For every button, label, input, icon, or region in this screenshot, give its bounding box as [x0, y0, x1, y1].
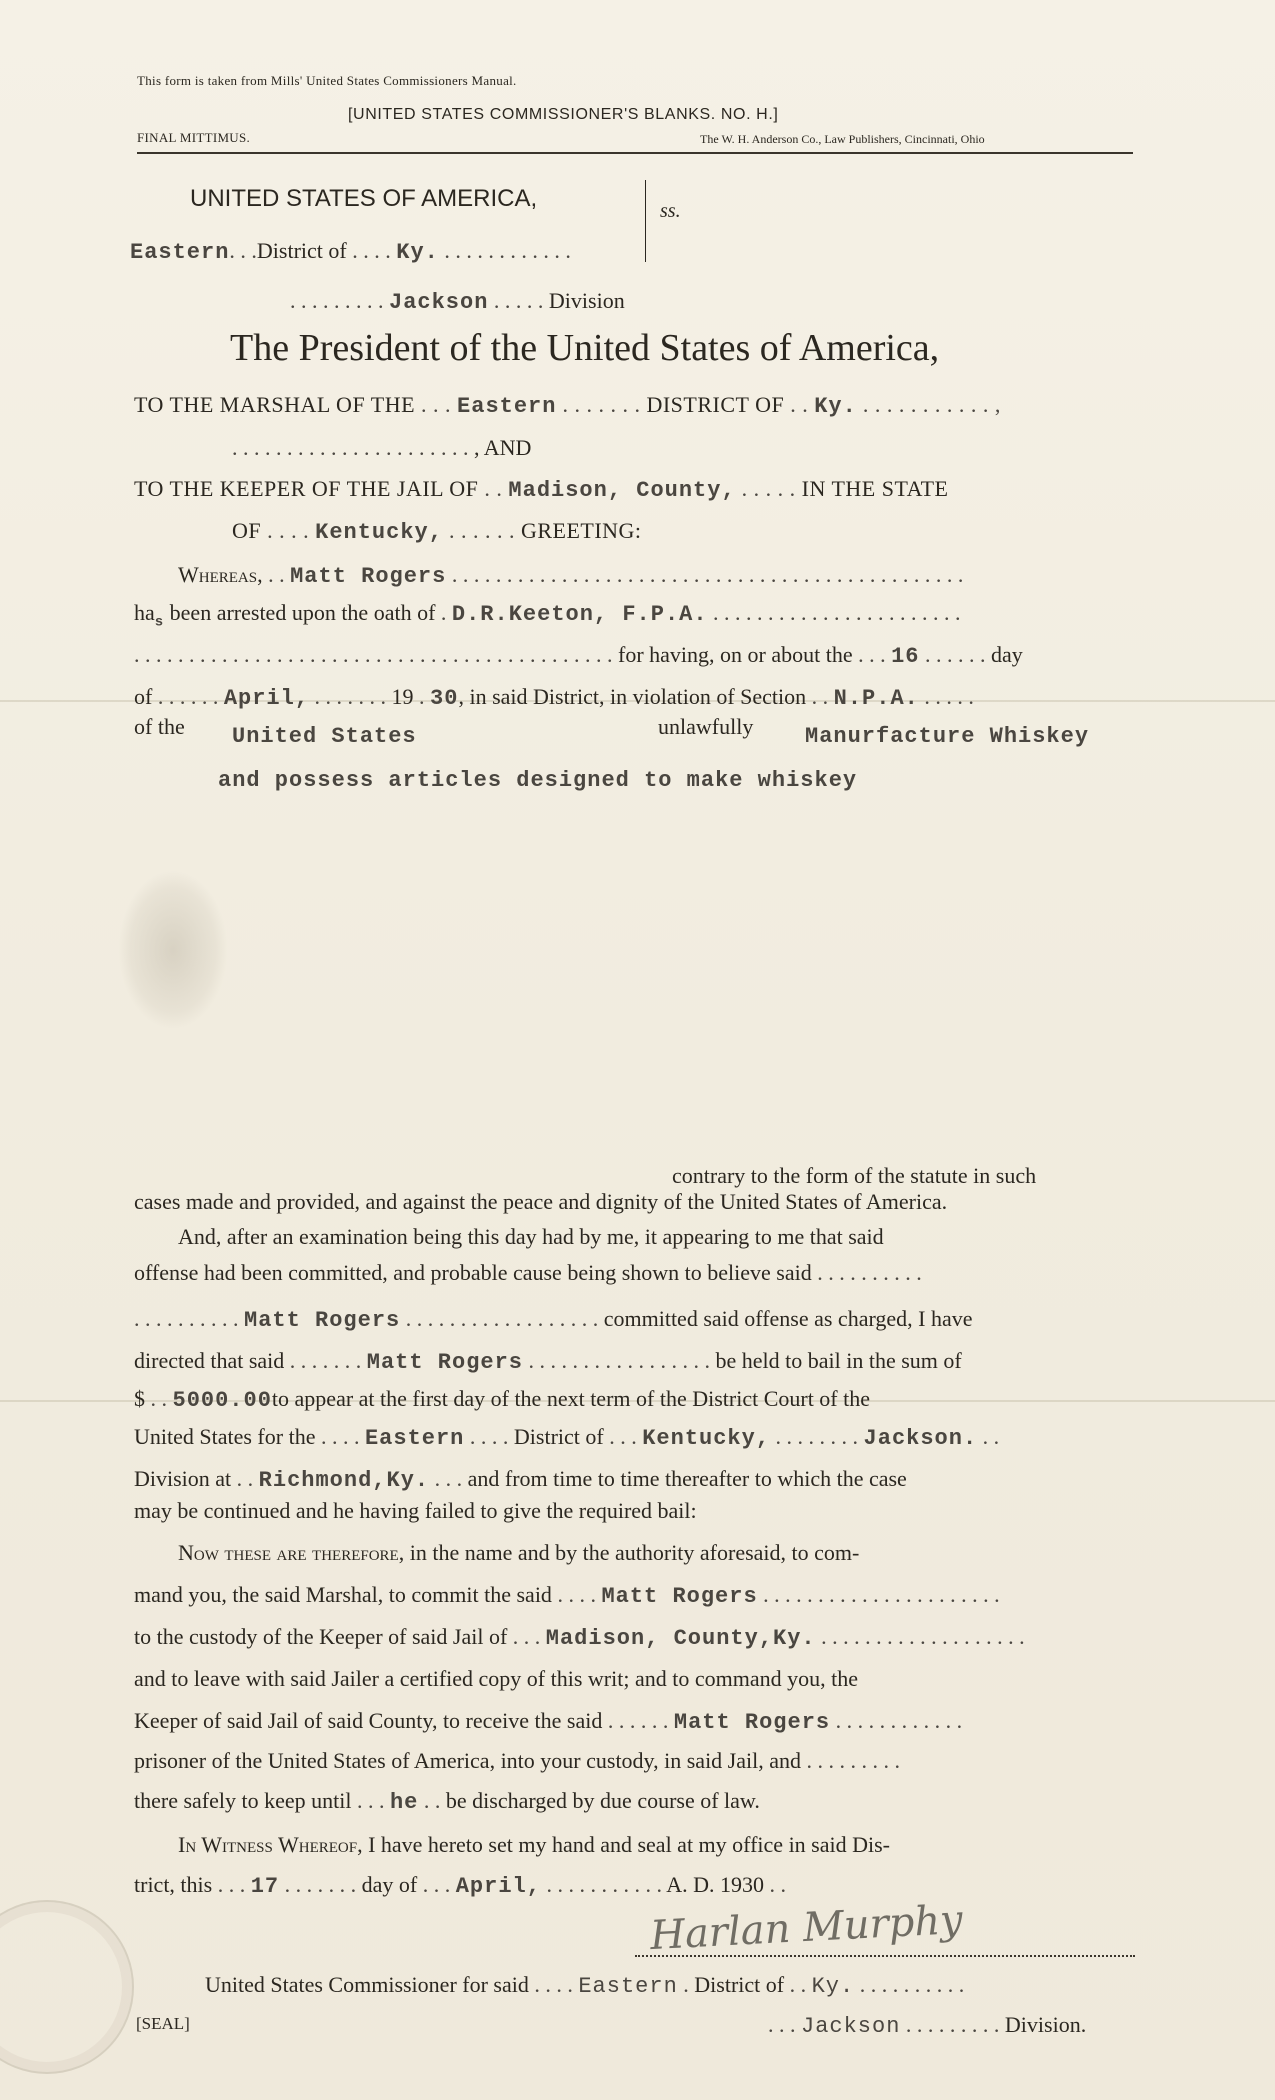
witness-line-1: I have hereto set my hand and seal at my office in said Dis- — [368, 1832, 891, 1857]
offense-month: April, — [223, 686, 310, 711]
command-line-1: in the name and by the authority aforesaid, to com- — [409, 1540, 860, 1565]
greeting-label: GREETING: — [520, 518, 642, 543]
day-word: day — [991, 642, 1023, 667]
command-line-7b: be discharged by due course of law. — [445, 1788, 760, 1813]
embossed-seal — [0, 1900, 134, 2074]
contrary-line-2: cases made and provided, and against the peace and dignity of the United States of America. — [134, 1189, 948, 1214]
address-state: Ky. — [814, 394, 857, 419]
charge-line-1: Manurfacture Whiskey — [805, 724, 1090, 749]
contrary-line-1: contrary to the form of the statute in such — [672, 1163, 1037, 1188]
arrested-text: been arrested upon the oath of — [169, 600, 436, 625]
command-line-3: to the custody of the Keeper of said Jail of — [134, 1624, 508, 1649]
committed-text: committed said offense as charged, I have — [603, 1306, 973, 1331]
in-witness-label: In Witness Whereof, — [178, 1832, 363, 1857]
witness-line-2b: day of — [361, 1872, 418, 1897]
year-suffix: 30 — [430, 686, 459, 711]
charge-line-2: and possess articles designed to make whiskey — [218, 768, 858, 793]
examination-line-2: offense had been committed, and probable cause being shown to believe said — [134, 1260, 812, 1285]
of-the-label: of the — [134, 714, 185, 739]
signature-line — [635, 1955, 1135, 1957]
court-district: Eastern — [364, 1426, 465, 1451]
united-states-value: United States — [232, 724, 417, 749]
commissioner-label: United States Commissioner for said — [205, 1972, 529, 1997]
witness-line-2a: trict, this — [134, 1872, 213, 1897]
command-line-4: and to leave with said Jailer a certified copy of this writ; and to command you, the — [134, 1666, 858, 1691]
of-label: OF — [232, 518, 262, 543]
court-division: Jackson. — [863, 1426, 978, 1451]
defendant-name: Matt Rogers — [290, 564, 447, 589]
command-jail: Madison, County,Ky. — [545, 1626, 816, 1651]
section-value: N.P.A. — [833, 686, 919, 711]
division-at-text: Division at — [134, 1466, 232, 1491]
witness-month: April, — [455, 1874, 541, 1899]
command-line-6: prisoner of the United States of America, into your custody, in said Jail, and — [134, 1748, 801, 1773]
publisher: The W. H. Anderson Co., Law Publishers, Cincinnati, Ohio — [700, 132, 985, 146]
command-name-1: Matt Rogers — [601, 1584, 758, 1609]
thumbprint-smudge — [118, 870, 228, 1030]
for-having-text: for having, on or about the — [618, 642, 853, 667]
ha-suffix: s — [154, 614, 165, 631]
commissioner-signature: Harlan Murphy — [649, 1896, 964, 1960]
and-label: , AND — [474, 435, 532, 460]
examination-name-2: Matt Rogers — [366, 1350, 524, 1375]
court-place: Richmond,Ky. — [258, 1468, 430, 1493]
to-marshal-label: TO THE MARSHAL OF THE — [134, 392, 416, 417]
page-title: The President of the United States of America, — [230, 327, 940, 369]
district-state: Ky. — [396, 240, 439, 265]
jail-name: Madison, County, — [508, 478, 736, 503]
examination-name-1: Matt Rogers — [244, 1308, 401, 1333]
sig-state: Ky. — [811, 1974, 855, 1999]
sig-division-label: Division. — [1004, 2012, 1087, 2037]
held-to-bail-text: be held to bail in the sum of — [715, 1348, 962, 1373]
country-caption: UNITED STATES OF AMERICA, — [190, 185, 538, 212]
complainant-name: D.R.Keeton, F.P.A. — [451, 602, 708, 627]
sig-division-value: Jackson — [801, 2014, 901, 2039]
blanks-title: [UNITED STATES COMMISSIONER'S BLANKS. NO. H.] — [348, 106, 779, 123]
of-month-label: of — [134, 684, 153, 709]
form-name: FINAL MITTIMUS. — [137, 130, 251, 145]
header-rule — [137, 152, 1133, 154]
court-district-of: District of — [513, 1424, 604, 1449]
command-pronoun: he — [389, 1790, 419, 1815]
sig-district: Eastern — [578, 1974, 678, 1999]
seal-label: [SEAL] — [136, 2014, 190, 2033]
source-line: This form is taken from Mills' United States Commissioners Manual. — [137, 73, 517, 88]
examination-line-1: And, after an examination being this day had by me, it appearing to me that said — [178, 1224, 884, 1249]
to-keeper-label: TO THE KEEPER OF THE JAIL OF — [134, 476, 479, 501]
command-line-7a: there safely to keep until — [134, 1788, 352, 1813]
witness-day: 17 — [250, 1874, 280, 1899]
witness-line-2c: A. D. 1930 — [666, 1872, 765, 1897]
united-states-for-text: United States for the — [134, 1424, 316, 1449]
document-page: This form is taken from Mills' United States Commissioners Manual. [UNITED STATES COMMISSIONER'S BLANKS. NO. H.] FINAL MITTIMUS. The W. H. Anderson Co., Law Publishers, Cincinnati, Ohio UNITED STATES OF AMERICA, ss. Eastern. . .District of . . . . Ky. . . . . . . . . . . . . . . . . . . . . . Jackson . . . . . Division The President of the United States of America, TO THE MARSHAL OF THE . . . Eastern . . . . . . . DISTRICT OF . . Ky. . . . . . . . . . . . , . . . . . . . . . . . . . . . . . . . . . . , AND TO THE KEEPER OF THE JAIL OF . . Madison, County, . . . . . IN THE STATE OF . . . . Kentucky, . . . . . . GREETING: Whereas, . . Matt Rogers . . . . . . . . . . . . . . . . . . . . . . . . . . . . . . . . . . . . . . . . . . . . . . . $ha_s$ been arrested upon the oath of . D.R.Keeton, F.P.A. . . . . . . . . . . . . . . . . . . . . . . . . . . . . . . . . . . . . . . . . . . . . . . . . . . . . . . . . . . . . . . . . . . . for having, on or about the . . . 16 . . . . . . day of . . . . . . April, . . . . . . . 19 . 30, in said District, in violation of Section . . N.P.A. . . . . . of the United States unlawfully Manurfacture Whiskey and possess articles designed to make whiskey contrary to the form of the statute in such cases made and provided, and against the peace and dignity of the United States of America. And, after an examination being this day had by me, it appearing to me that said offense had been committed, and probable cause being shown to believe said . . . . . . . . . . . . . . . . . . . . Matt Rogers . . . . . . . . . . . . . . . . . . committed said offense as charged, I have directed that said . . . . . . . Matt Rogers . . . . . . . . . . . . . . . . . be held to bail in the sum of $ . . 5000.00to appear at the first day of the next term of the District Court of the United States for the . . . . Eastern . . . . District of . . . Kentucky, . . . . . . . . Jackson. . . Division at . . Richmond,Ky. . . . and from time to time thereafter to which the case may be continued and he having failed to give the required bail: Now these are therefore, in the name and by the authority aforesaid, to com- mand you, the said Marshal, to commit the said . . . . Matt Rogers . . . . . . . . . . . . . . . . . . . . . . to the custody of the Keeper of said Jail of . . . Madison, County,Ky. . . . . . . . . . . . . . . . . . . . and to leave with said Jailer a certified copy of this writ; and to command you, the Keeper of said Jail of said County, to receive the said . . . . . . Matt Rogers . . . . . . . . . . . . prisoner of the United States of America, into your custody, in said Jail, and . . . . . . . . . there safely to keep until . . . he . . be discharged by due course of law. In Witness Whereof, I have hereto set my hand and seal at my office in said Dis- trict, this . . . 17 . . . . . . . day of . . . April, . . . . . . . . . . . A. D. 1930 . . Harlan Murphy United States Commissioner for said . . . . Eastern . District of . . Ky. . . . . . . . . . . [SEAL] . . . Jackson . . . . . . . . . Division. — [0, 0, 1275, 2100]
court-state: Kentucky, — [642, 1426, 771, 1451]
whereas-label: Whereas, — [178, 562, 263, 587]
district-of-label: DISTRICT OF — [646, 392, 785, 417]
sig-district-of: District of — [694, 1972, 785, 1997]
from-time-text: and from time to time thereafter to which the case — [467, 1466, 907, 1491]
command-line-2: mand you, the said Marshal, to commit the said — [134, 1582, 552, 1607]
marshal-district: Eastern — [457, 394, 557, 419]
in-district-text: , in said District, in violation of Section — [458, 684, 807, 709]
caption-division-value: Jackson — [389, 290, 489, 315]
command-line-5: Keeper of said Jail of said County, to receive the said — [134, 1708, 603, 1733]
unlawfully-label: unlawfully — [658, 714, 754, 739]
bail-amount: 5000.00 — [172, 1388, 272, 1413]
in-the-state-label: IN THE STATE — [801, 476, 949, 501]
caption-bracket — [645, 180, 646, 262]
ha-label: ha — [134, 600, 155, 625]
appear-text: to appear at the first day of the next term of the District Court of the — [271, 1386, 871, 1411]
directed-text: directed that said — [134, 1348, 285, 1373]
ss-label: ss. — [660, 200, 681, 222]
caption-division-label: Division — [548, 288, 625, 313]
command-name-2: Matt Rogers — [673, 1710, 831, 1735]
district-prefix: Eastern — [130, 240, 230, 265]
now-these-label: Now these are therefore, — [178, 1540, 405, 1565]
dollar-sign: $ — [134, 1386, 145, 1411]
year-prefix: 19 — [391, 684, 414, 709]
offense-day: 16 — [891, 644, 920, 669]
state-full: Kentucky, — [315, 520, 443, 545]
district-label: District of — [256, 238, 347, 263]
continued-text: may be continued and he having failed to give the required bail: — [134, 1498, 697, 1523]
